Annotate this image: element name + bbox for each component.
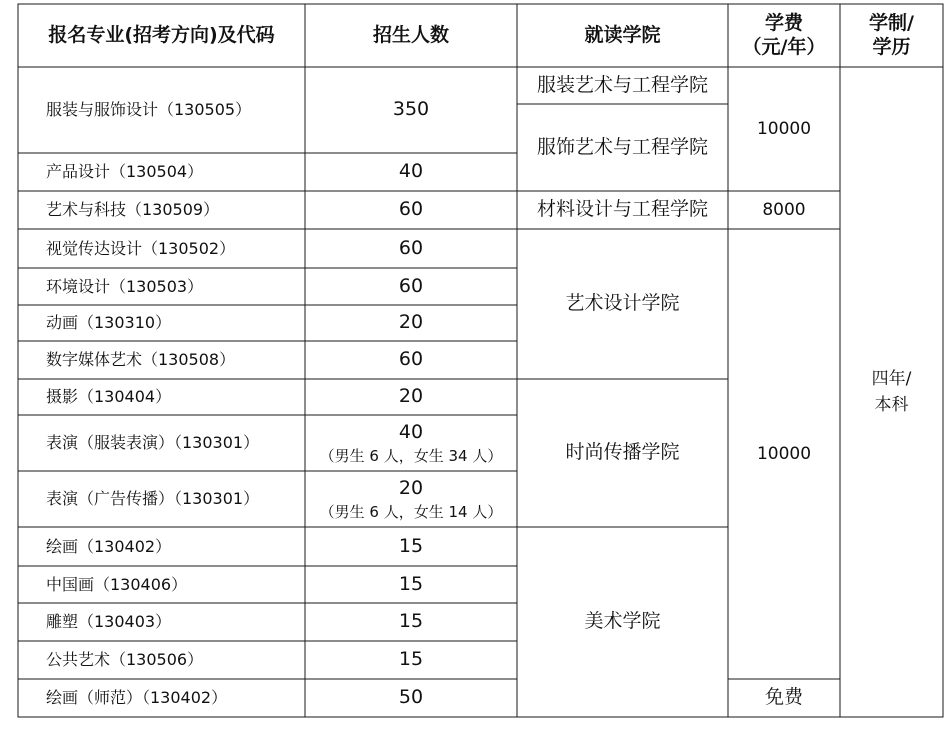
- college-accessory-art: [517, 104, 728, 191]
- table-row-count: [305, 229, 517, 268]
- tuition-value: 免费: [764, 686, 803, 709]
- major-label: 艺术与科技（130509）: [46, 200, 220, 220]
- count-value: 20: [398, 311, 424, 334]
- table-row-count: [305, 305, 517, 341]
- table-row-count: [305, 379, 517, 415]
- duration-line2: 本科: [874, 395, 909, 415]
- count-value: 50: [398, 686, 424, 709]
- college-material: [517, 191, 728, 229]
- tuition-others: [728, 229, 840, 679]
- tuition-free: [728, 679, 840, 717]
- count-value: 60: [398, 274, 424, 297]
- header-duration: [840, 4, 943, 67]
- major-label: 动画（130310）: [46, 313, 172, 333]
- table-row-count: [305, 603, 517, 641]
- table-row-count: [305, 641, 517, 679]
- count-value: 60: [398, 348, 424, 371]
- count-value: 40: [398, 421, 424, 444]
- header-major-label: 报名专业(招考方向)及代码: [48, 23, 275, 46]
- table-row-count: [305, 679, 517, 717]
- table-row-major: [18, 471, 305, 527]
- college-label: 艺术设计学院: [565, 292, 680, 315]
- header-duration-line2: 学历: [872, 35, 911, 58]
- count-value: 60: [398, 198, 424, 221]
- table-row-count: [305, 268, 517, 305]
- gender-note: （男生 6 人，女生 34 人）: [319, 446, 503, 465]
- header-tuition: [728, 4, 840, 67]
- table-row-count: [305, 153, 517, 191]
- table-row-major: [18, 341, 305, 379]
- tuition-value: 10000: [756, 443, 812, 464]
- header-major: [18, 4, 305, 67]
- major-label: 公共艺术（130506）: [46, 650, 204, 670]
- major-label: 雕塑（130403）: [46, 612, 172, 632]
- tuition-material: [728, 191, 840, 229]
- table-row-count: [305, 527, 517, 566]
- college-label: 服饰艺术与工程学院: [536, 135, 708, 158]
- table-row-major: [18, 153, 305, 191]
- table-row-count: [305, 566, 517, 603]
- duration-line1: 四年/: [871, 368, 912, 389]
- table-row-count: [305, 191, 517, 229]
- duration-cell: [840, 67, 943, 717]
- table-row-major: [18, 191, 305, 229]
- header-college-label: 就读学院: [584, 23, 661, 46]
- table-row-major: [18, 566, 305, 603]
- table-row-count: [305, 341, 517, 379]
- major-label: 服装与服饰设计（130505）: [46, 100, 252, 120]
- table-row-major: [18, 268, 305, 305]
- major-label: 数字媒体艺术（130508）: [46, 350, 236, 370]
- table-row-count: [305, 415, 517, 471]
- table-row-count: [305, 67, 517, 153]
- college-label: 服装艺术与工程学院: [536, 73, 708, 96]
- major-label: 视觉传达设计（130502）: [46, 238, 236, 258]
- tuition-fashion: [728, 67, 840, 191]
- gender-note: （男生 6 人，女生 14 人）: [319, 502, 503, 521]
- college-fine-arts: [517, 527, 728, 717]
- table-row-major: [18, 379, 305, 415]
- major-label: 绘画（师范）（130402）: [46, 688, 228, 708]
- major-label: 中国画（130406）: [46, 574, 188, 594]
- header-duration-line1: 学制/: [869, 11, 914, 34]
- major-label: 摄影（130404）: [46, 387, 172, 407]
- table-row-major: [18, 679, 305, 717]
- major-label: 绘画（130402）: [46, 536, 172, 556]
- college-label: 美术学院: [584, 610, 661, 633]
- major-label: 表演（服装表演）（130301）: [46, 433, 260, 453]
- header-enrollment-label: 招生人数: [372, 23, 449, 46]
- count-value: 15: [398, 572, 424, 595]
- header-tuition-line2: （元/年）: [742, 35, 826, 58]
- table-row-major: [18, 603, 305, 641]
- college-label: 时尚传播学院: [565, 441, 680, 464]
- table-row-major: [18, 305, 305, 341]
- header-enrollment: [305, 4, 517, 67]
- college-art-design: [517, 229, 728, 379]
- college-label: 材料设计与工程学院: [536, 198, 708, 221]
- table-row-major: [18, 415, 305, 471]
- count-value: 40: [398, 160, 424, 183]
- table-row-major: [18, 527, 305, 566]
- major-label: 表演（广告传播）（130301）: [46, 489, 260, 509]
- major-label: 产品设计（130504）: [46, 162, 204, 182]
- count-value: 350: [392, 98, 430, 121]
- major-label: 环境设计（130503）: [46, 276, 204, 296]
- college-fashion-media: [517, 379, 728, 527]
- count-value: 15: [398, 648, 424, 671]
- college-fashion-art: [517, 67, 728, 104]
- count-value: 15: [398, 610, 424, 633]
- count-value: 20: [398, 477, 424, 500]
- header-tuition-line1: 学费: [764, 11, 803, 34]
- tuition-value: 10000: [756, 118, 812, 139]
- header-college: [517, 4, 728, 67]
- tuition-value: 8000: [762, 199, 806, 220]
- table-row-major: [18, 641, 305, 679]
- table-row-major: [18, 67, 305, 153]
- table-row-major: [18, 229, 305, 268]
- count-value: 60: [398, 236, 424, 259]
- table-row-count: [305, 471, 517, 527]
- count-value: 15: [398, 534, 424, 557]
- count-value: 20: [398, 385, 424, 408]
